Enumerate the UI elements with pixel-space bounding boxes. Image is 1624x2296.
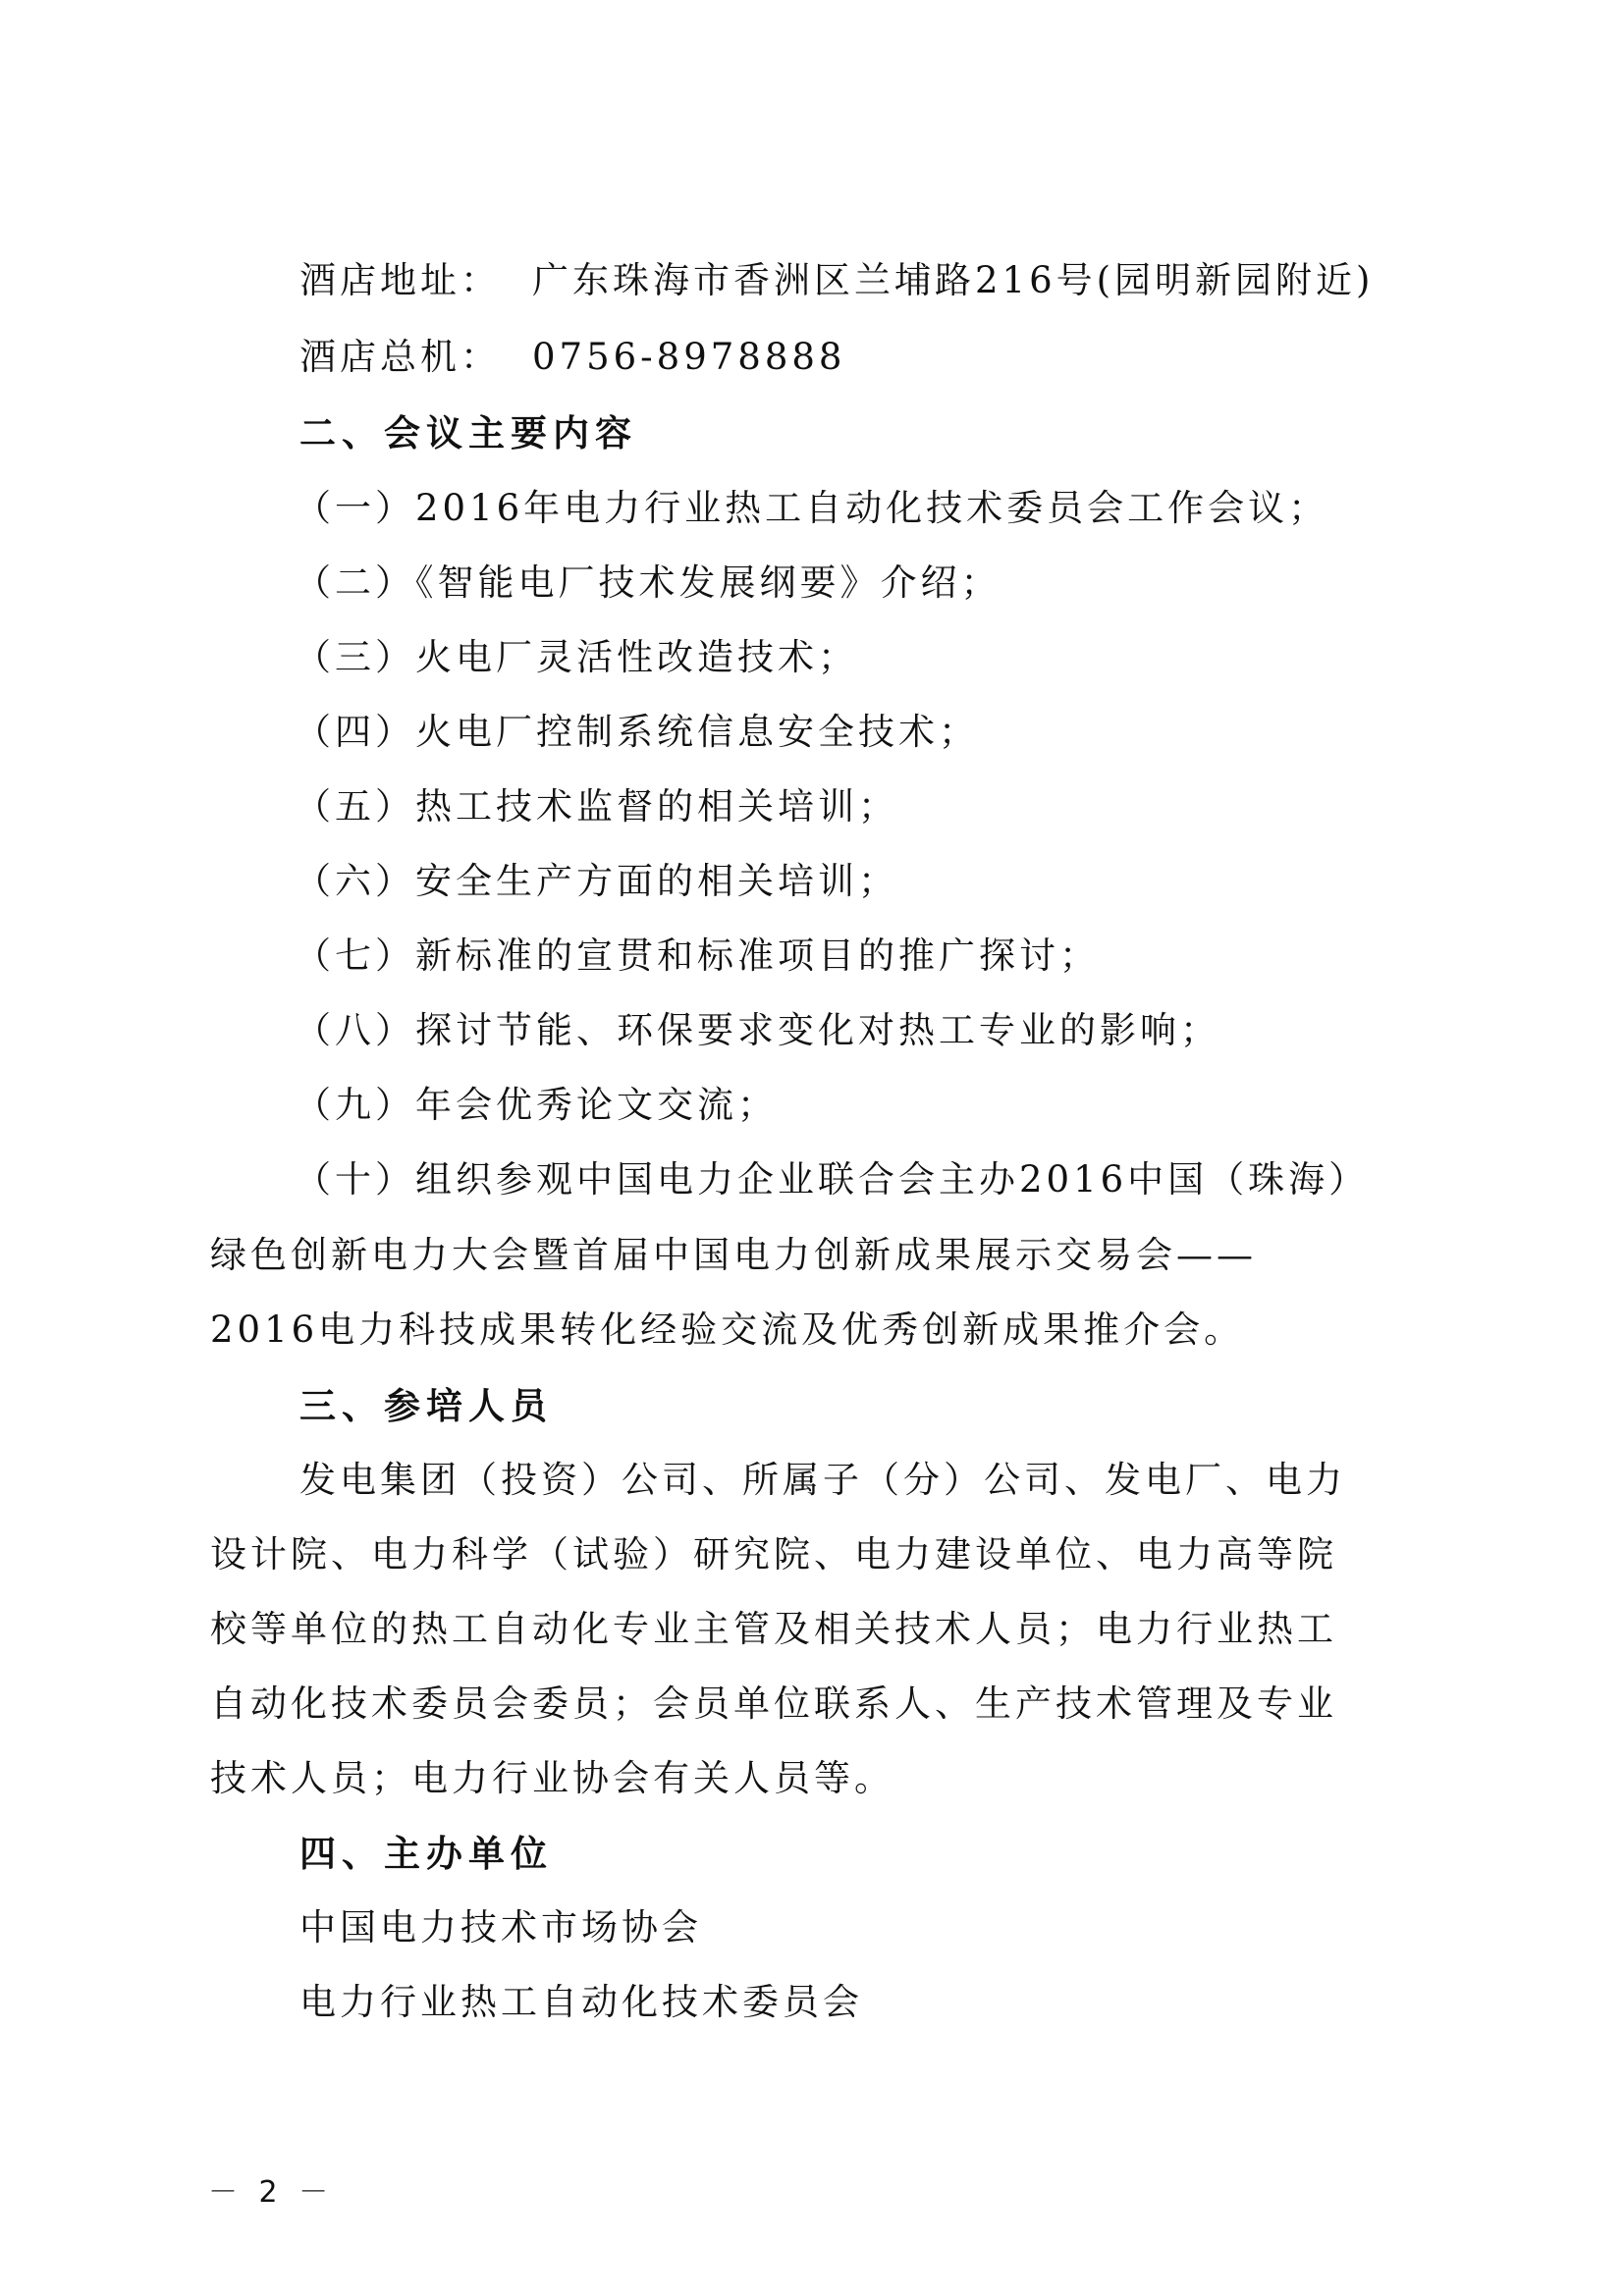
participants-line: 自动化技术委员会委员；会员单位联系人、生产技术管理及专业 xyxy=(210,1682,1337,1725)
hotel-phone-line xyxy=(299,334,845,381)
content-item: （五）热工技术监督的相关培训； xyxy=(295,785,898,828)
content-item: （四）火电厂控制系统信息安全技术； xyxy=(295,711,979,753)
content-item: （十）组织参观中国电力企业联合会主办2016中国（珠海） xyxy=(295,1158,1370,1201)
participants-line: 发电集团（投资）公司、所属子（分）公司、发电厂、电力 xyxy=(299,1459,1346,1501)
section-heading-content: 二、会议主要内容 xyxy=(299,411,637,454)
participants-line: 校等单位的热工自动化专业主管及相关技术人员；电力行业热工 xyxy=(210,1608,1337,1650)
hotel-phone-label: 酒店总机： xyxy=(299,336,501,378)
organizer-line: 中国电力技术市场协会 xyxy=(299,1906,702,1949)
content-item: （二）《智能电厂技术发展纲要》介绍； xyxy=(295,561,1001,604)
participants-line: 设计院、电力科学（试验）研究院、电力建设单位、电力高等院 xyxy=(210,1533,1337,1575)
hotel-address-line xyxy=(299,257,1375,304)
content-item: （九）年会优秀论文交流； xyxy=(295,1084,778,1126)
participants-line: 技术人员；电力行业协会有关人员等。 xyxy=(210,1757,894,1799)
hotel-address-value: 广东珠海市香洲区兰埔路216号(园明新园附近) xyxy=(532,259,1375,301)
content-item: （七）新标准的宣贯和标准项目的推广探讨； xyxy=(295,934,1100,977)
content-item-continuation: 绿色创新电力大会暨首届中国电力创新成果展示交易会—— xyxy=(210,1234,1257,1276)
content-item-continuation: 2016电力科技成果转化经验交流及优秀创新成果推介会。 xyxy=(210,1308,1245,1351)
page-number: － 2 － xyxy=(208,2175,335,2210)
content-item: （一）2016年电力行业热工自动化技术委员会工作会议； xyxy=(295,487,1329,529)
section-heading-participants: 三、参培人员 xyxy=(299,1384,553,1427)
hotel-phone-value: 0756-8978888 xyxy=(532,336,846,378)
section-heading-organizers: 四、主办单位 xyxy=(299,1832,553,1875)
content-item: （三）火电厂灵活性改造技术； xyxy=(295,636,858,678)
content-item: （八）探讨节能、环保要求变化对热工专业的影响； xyxy=(295,1009,1220,1051)
content-item: （六）安全生产方面的相关培训； xyxy=(295,860,898,902)
hotel-address-label: 酒店地址： xyxy=(299,259,501,301)
organizer-line: 电力行业热工自动化技术委员会 xyxy=(299,1981,863,2023)
